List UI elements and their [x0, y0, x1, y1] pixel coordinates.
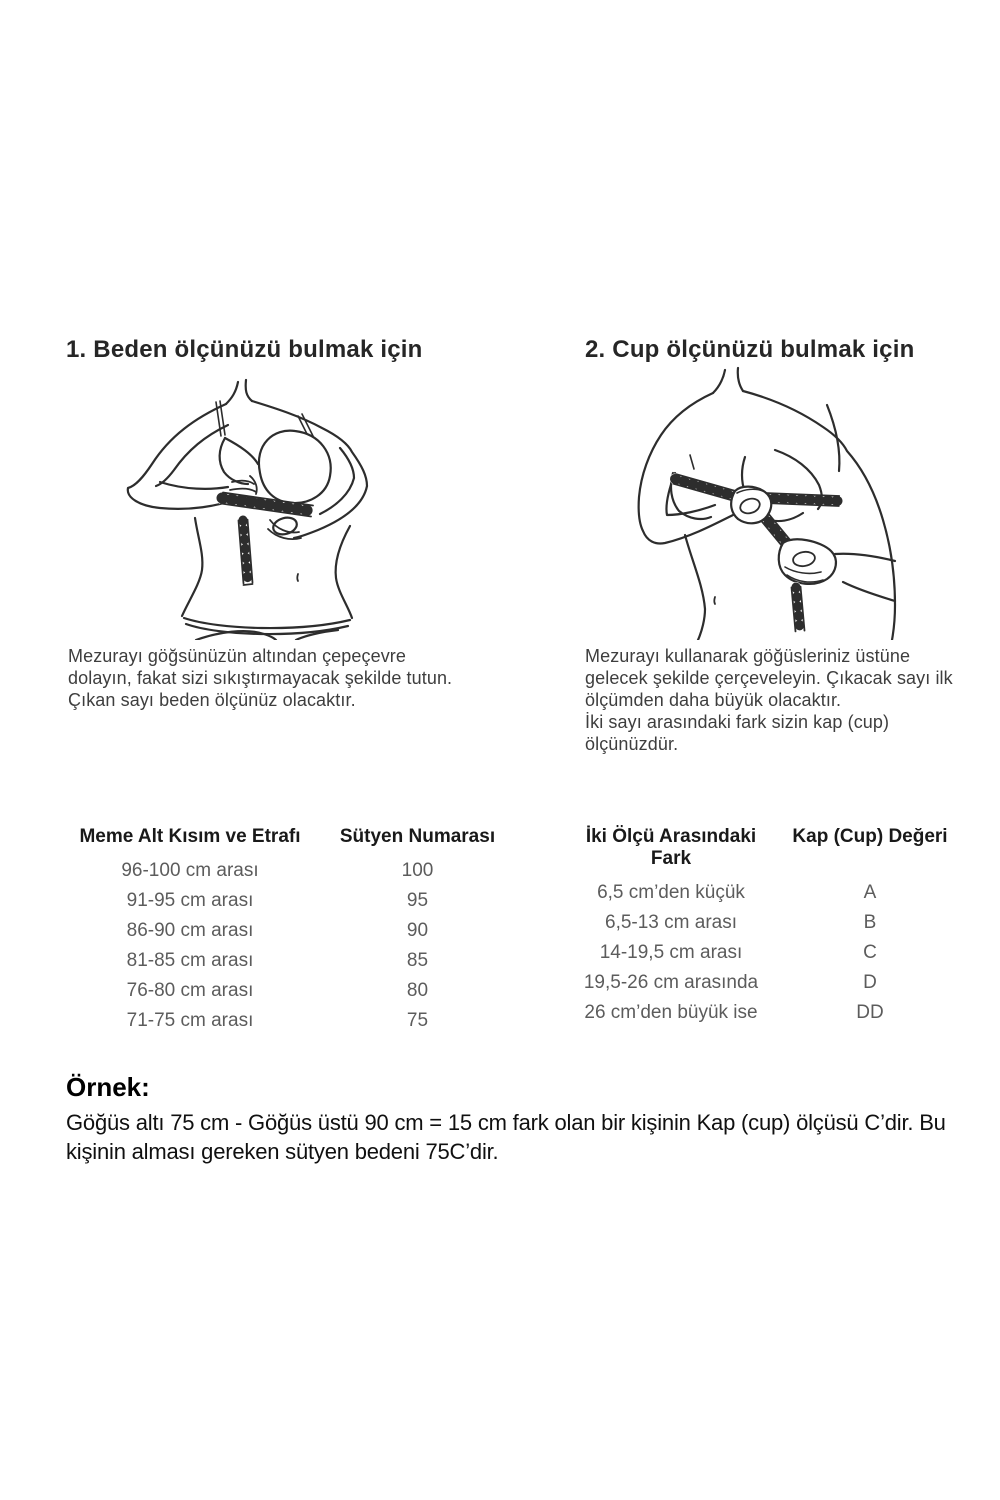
band-size: 85: [406, 950, 429, 971]
table-row: [565, 878, 963, 908]
band-size: 80: [406, 980, 429, 1001]
cup-difference: 14-19,5 cm arası: [599, 942, 743, 963]
band-size-table: [66, 826, 521, 1036]
band-size: 75: [406, 1010, 429, 1031]
cup-section-description: [585, 645, 963, 755]
table-row: [66, 856, 521, 886]
cup-table-header-difference: İki Ölçü Arasındaki Fark: [585, 826, 757, 869]
band-table-header-size: Sütyen Numarası: [339, 826, 496, 847]
band-range: 81-85 cm arası: [126, 950, 254, 971]
table-row: [565, 998, 963, 1028]
band-table-header-measure: Meme Alt Kısım ve Etrafı: [79, 826, 301, 847]
cup-description-text-2: İki sayı arasındaki fark sizin kap (cup) ölçünüzdür.: [585, 712, 890, 754]
table-row: [565, 968, 963, 998]
underbust-measure-illustration: [100, 378, 460, 640]
table-row: [66, 946, 521, 976]
cup-difference: 6,5 cm’den küçük: [597, 882, 745, 903]
cup-section-heading: 2. Cup ölçünüzü bulmak için: [585, 336, 915, 363]
example-body: Göğüs altı 75 cm - Göğüs üstü 90 cm = 15 cm fark olan bir kişinin Kap (cup) ölçüsü C’dir. Bu kişinin alması gereken sütyen bedeni 75C’dir.: [66, 1110, 946, 1164]
cup-difference: 19,5-26 cm arasında: [583, 972, 759, 993]
table-row: [66, 1006, 521, 1036]
table-row: [66, 886, 521, 916]
band-range: 91-95 cm arası: [126, 890, 254, 911]
band-range: 71-75 cm arası: [126, 1010, 254, 1031]
band-size: 90: [406, 920, 429, 941]
band-size: 95: [406, 890, 429, 911]
cup-value: B: [863, 912, 877, 933]
table-row: [66, 916, 521, 946]
band-description-text: Mezurayı göğsünüzün altından çepeçevre dolayın, fakat sizi sıkıştırmayacak şekilde tutun. Çıkan sayı beden ölçünüz olacaktır.: [68, 646, 453, 710]
cup-value: A: [863, 882, 877, 903]
band-section-heading: 1. Beden ölçünüzü bulmak için: [66, 336, 423, 363]
table-row: [66, 976, 521, 1006]
example-heading: Örnek:: [66, 1072, 150, 1102]
cup-value: D: [863, 972, 877, 993]
cup-description-text-1: Mezurayı kullanarak göğüsleriniz üstüne gelecek şekilde çerçeveleyin. Çıkacak sayı ilk ölçümden daha büyük olacaktır.: [585, 646, 953, 710]
cup-table-header-value: Kap (Cup) Değeri: [792, 826, 948, 847]
band-range: 86-90 cm arası: [126, 920, 254, 941]
band-size: 100: [401, 860, 434, 881]
cup-value: C: [863, 942, 877, 963]
cup-table-header-row: [565, 826, 963, 870]
cup-difference: 6,5-13 cm arası: [605, 912, 737, 933]
cup-value: DD: [856, 1002, 884, 1023]
band-range: 76-80 cm arası: [126, 980, 254, 1001]
band-table-header-row: [66, 826, 521, 848]
band-range: 96-100 cm arası: [121, 860, 259, 881]
overbust-measure-illustration: [595, 365, 955, 640]
cup-difference: 26 cm’den büyük ise: [584, 1002, 758, 1023]
cup-size-table: [565, 826, 963, 1028]
band-section-description: [68, 645, 463, 711]
table-row: [565, 908, 963, 938]
table-row: [565, 938, 963, 968]
